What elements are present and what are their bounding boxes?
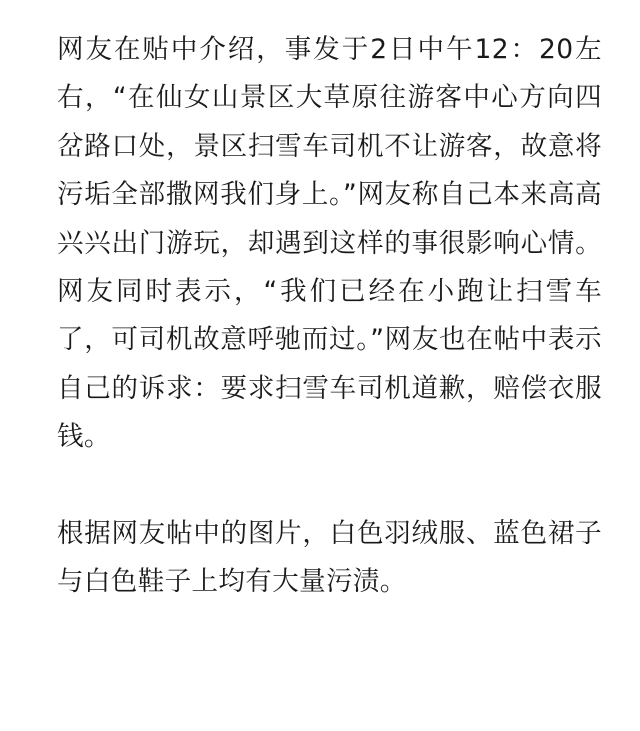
article-paragraph-2: 根据网友帖中的图片，白色羽绒服、蓝色裙子与白色鞋子上均有大量污渍。 (57, 518, 602, 598)
article-paragraph-1: 网友在贴中介绍，事发于2日中午12：20左右，“在仙女山景区大草原往游客中心方向四岔路口处，景区扫雪车司机不让游客，故意将污垢全部撒网我们身上。”网友称自己本来高高兴兴出门游玩，却遇到这样的事很影响心情。网友同时表示，“我们已经在小跑让扫雪车了，可司机故意呼驰而过。”网友也在帖中表示自己的诉求：要求扫雪车司机道歉，赔偿衣服钱。 (57, 34, 602, 453)
article-body (57, 26, 602, 607)
